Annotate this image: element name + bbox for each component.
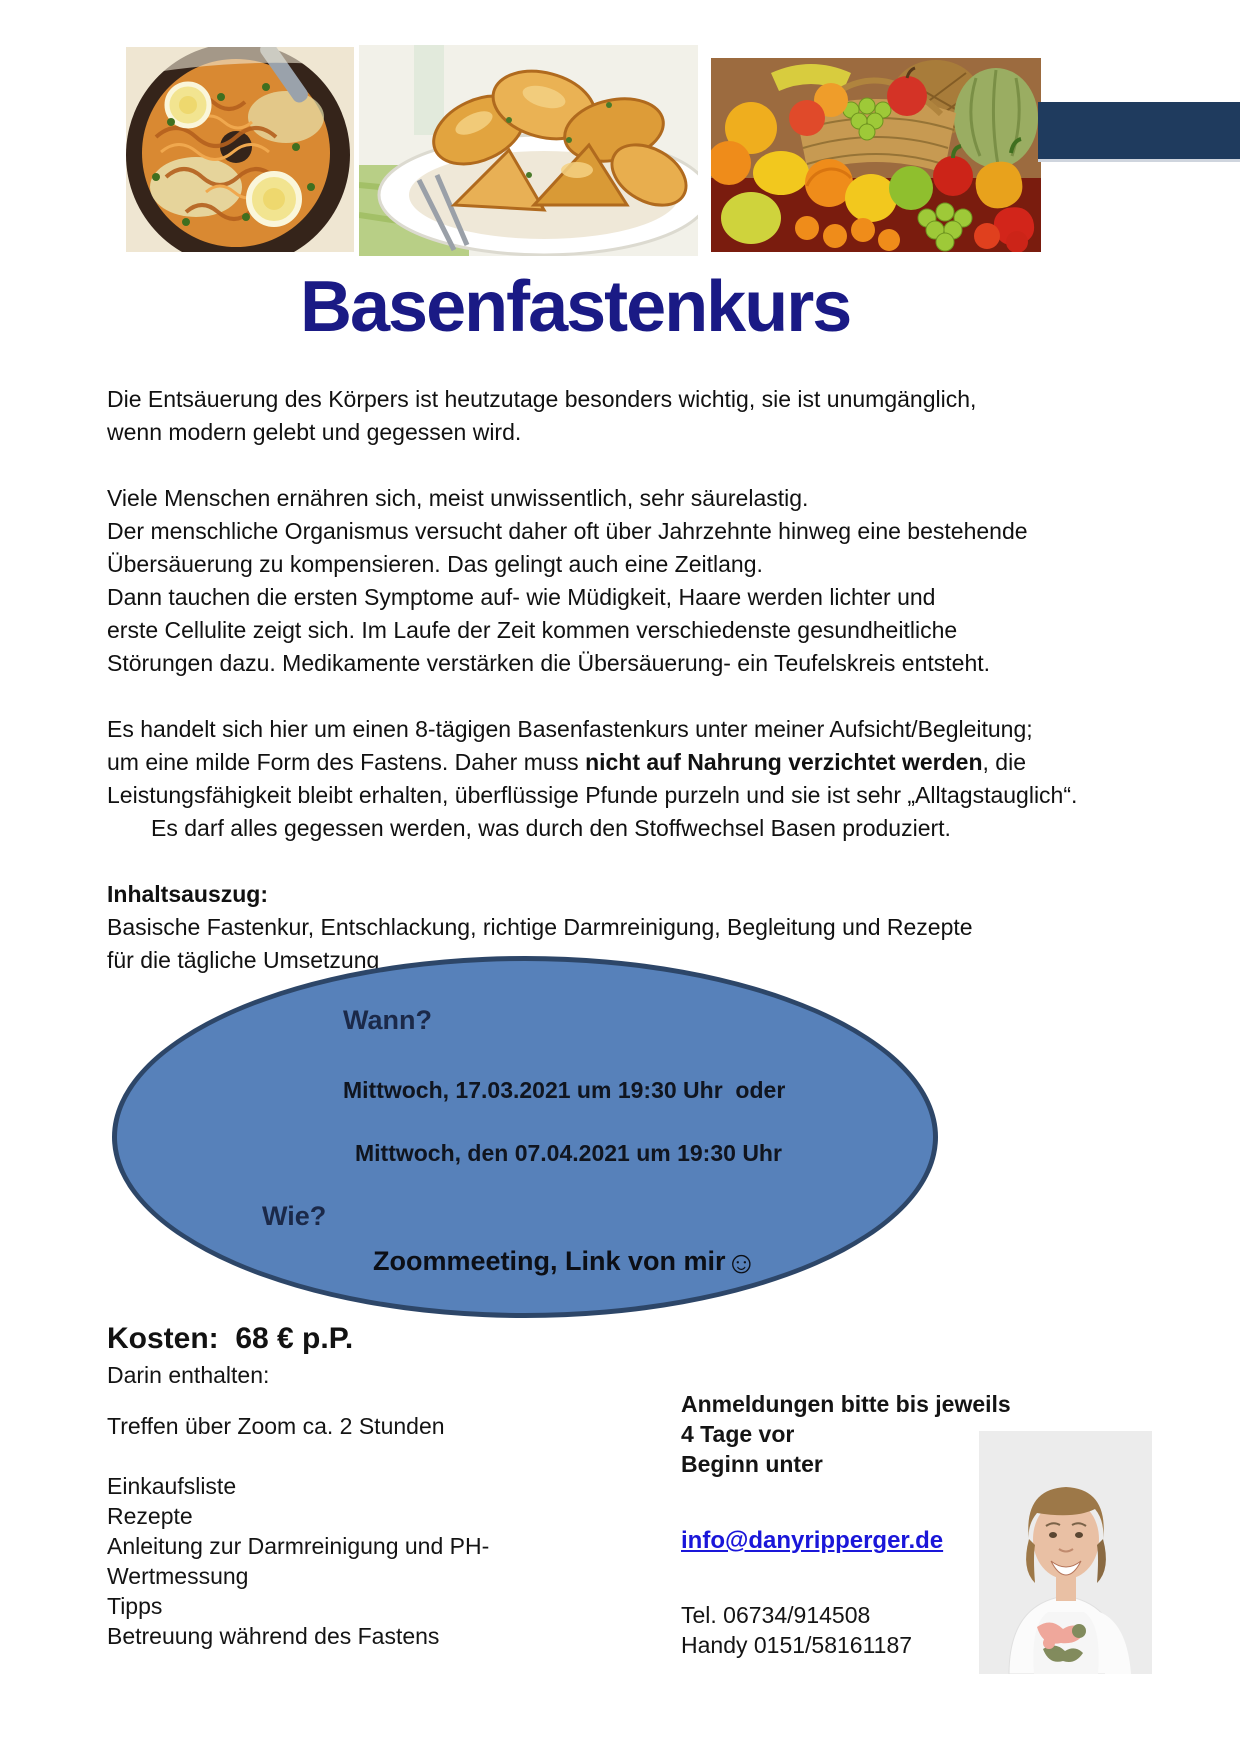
registration-line: Beginn unter — [681, 1451, 823, 1477]
list-item: Rezepte — [107, 1503, 193, 1529]
phone-number: Tel. 06734/914508 — [681, 1602, 871, 1628]
pasta-pan-photo — [126, 47, 354, 252]
intro-paragraph — [107, 383, 1147, 449]
fruit-basket-photo — [711, 58, 1041, 252]
list-item: Wertmessung — [107, 1563, 249, 1589]
body-line: Viele Menschen ernähren sich, meist unwissentlich, sehr säurelastig. — [107, 485, 809, 511]
body-line: Störungen dazu. Medikamente verstärken die Übersäuerung- ein Teufelskreis entsteht. — [107, 650, 991, 676]
included-label: Darin enthalten: — [107, 1362, 270, 1388]
body-line: erste Cellulite zeigt sich. Im Laufe der Zeit kommen verschiedenste gesundheitliche — [107, 617, 958, 643]
course-paragraph — [107, 713, 1147, 845]
bold-emphasis: nicht auf Nahrung verzichtet werden — [585, 749, 983, 775]
body-line: Es handelt sich hier um einen 8-tägigen Basenfastenkurs unter meiner Aufsicht/Begleitung; — [107, 716, 1033, 742]
list-item: Einkaufsliste — [107, 1473, 237, 1499]
body-line: um eine milde Form des Fastens. Daher muss nicht auf Nahrung verzichtet werden, die — [107, 749, 1026, 775]
trainer-portrait-illustration — [979, 1431, 1152, 1674]
mobile-number: Handy 0151/58161187 — [681, 1632, 913, 1658]
price-heading: Kosten: 68 € p.P. — [107, 1322, 354, 1355]
included-items-list — [107, 1411, 489, 1651]
list-item: Anleitung zur Darmreinigung und PH- — [107, 1533, 490, 1559]
how-label: Wie? — [262, 1201, 327, 1231]
contents-label: Inhaltsauszug: — [107, 881, 269, 907]
acid-paragraph — [107, 482, 1147, 680]
pasta-pan-illustration — [126, 47, 354, 252]
body-line: wenn modern gelebt und gegessen wird. — [107, 419, 522, 445]
body-line: Die Entsäuerung des Körpers ist heutzutage besonders wichtig, sie ist unumgänglich, — [107, 386, 977, 412]
body-line: Leistungsfähigkeit bleibt erhalten, überflüssige Pfunde purzeln und sie ist sehr „Alltagstauglich“. — [107, 782, 1078, 808]
smiley-icon: ☺ — [725, 1245, 758, 1280]
body-line-indented: Es darf alles gegessen werden, was durch den Stoffwechsel Basen produziert. — [151, 815, 951, 841]
registration-line: Anmeldungen bitte bis jeweils 4 Tage vor — [681, 1391, 1011, 1447]
email-link[interactable]: info@danyripperger.de — [681, 1527, 944, 1554]
trainer-photo — [979, 1431, 1152, 1674]
list-spacer — [107, 1441, 489, 1471]
list-item: Tipps — [107, 1593, 163, 1619]
body-line: Übersäuerung zu kompensieren. Das gelingt auch eine Zeitlang. — [107, 551, 763, 577]
page-title: Basenfastenkurs — [300, 267, 851, 347]
date-option-1: Mittwoch, 17.03.2021 um 19:30 Uhr oder — [343, 1077, 786, 1103]
body-line: Basische Fastenkur, Entschlackung, richtige Darmreinigung, Begleitung und Rezepte — [107, 914, 973, 940]
body-line: Dann tauchen die ersten Symptome auf- wie Müdigkeit, Haare werden lichter und — [107, 584, 936, 610]
header-accent-bar — [1038, 102, 1240, 162]
potato-wedges-illustration — [359, 45, 698, 256]
schedule-ellipse — [112, 956, 938, 1318]
zoom-meeting-line: Zoommeeting, Link von mir☺ — [373, 1245, 758, 1280]
body-line: für die tägliche Umsetzung — [107, 947, 380, 973]
when-label: Wann? — [343, 1005, 432, 1035]
list-item: Treffen über Zoom ca. 2 Stunden — [107, 1413, 445, 1439]
potato-wedges-photo — [359, 45, 698, 256]
list-item: Betreuung während des Fastens — [107, 1623, 440, 1649]
body-copy — [107, 383, 1147, 977]
date-option-2: Mittwoch, den 07.04.2021 um 19:30 Uhr — [355, 1140, 782, 1166]
body-line: Der menschliche Organismus versucht daher oft über Jahrzehnte hinweg eine bestehende — [107, 518, 1028, 544]
fruit-basket-illustration — [711, 58, 1041, 252]
registration-block — [681, 1389, 1011, 1660]
